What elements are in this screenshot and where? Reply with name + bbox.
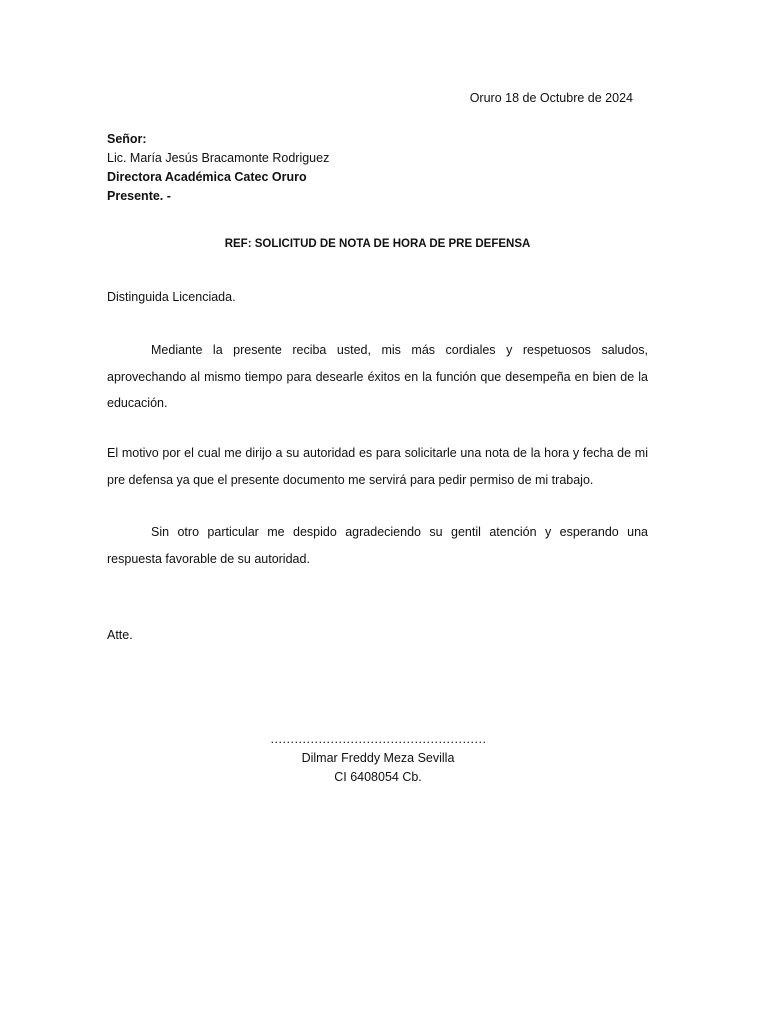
signature-line: ………………………………………………: [270, 732, 486, 746]
signer-name: Dilmar Freddy Meza Sevilla: [301, 751, 455, 765]
body-paragraph-1: Mediante la presente reciba usted, mis más cordiales y respetuosos saludos, aprovechando al mismo tiempo para desearle éxitos en la función que desempeña en bien de la educación.: [107, 343, 648, 410]
recipient-salutation: Señor:: [107, 132, 147, 146]
greeting: Distinguida Licenciada.: [107, 290, 236, 304]
letter-date: Oruro 18 de Octubre de 2024: [469, 91, 633, 105]
reference-line: REF: SOLICITUD DE NOTA DE HORA DE PRE DEFENSA: [224, 238, 531, 250]
signer-id: CI 6408054 Cb.: [334, 770, 422, 784]
recipient-presente: Presente. -: [107, 189, 171, 203]
recipient-block: [107, 130, 329, 206]
recipient-position: Directora Académica Catec Oruro: [107, 170, 307, 184]
recipient-name: Lic. María Jesús Bracamonte Rodriguez: [107, 151, 330, 165]
body-paragraph-2: El motivo por el cual me dirijo a su autoridad es para solicitarle una nota de la hora y fecha de mi pre defensa ya que el presente documento me servirá para pedir permiso de mi trabajo.: [107, 446, 648, 487]
closing: Atte.: [107, 628, 133, 642]
body-paragraph-3: Sin otro particular me despido agradeciendo su gentil atención y esperando una respuesta favorable de su autoridad.: [107, 525, 648, 566]
signature-block: [228, 730, 528, 787]
